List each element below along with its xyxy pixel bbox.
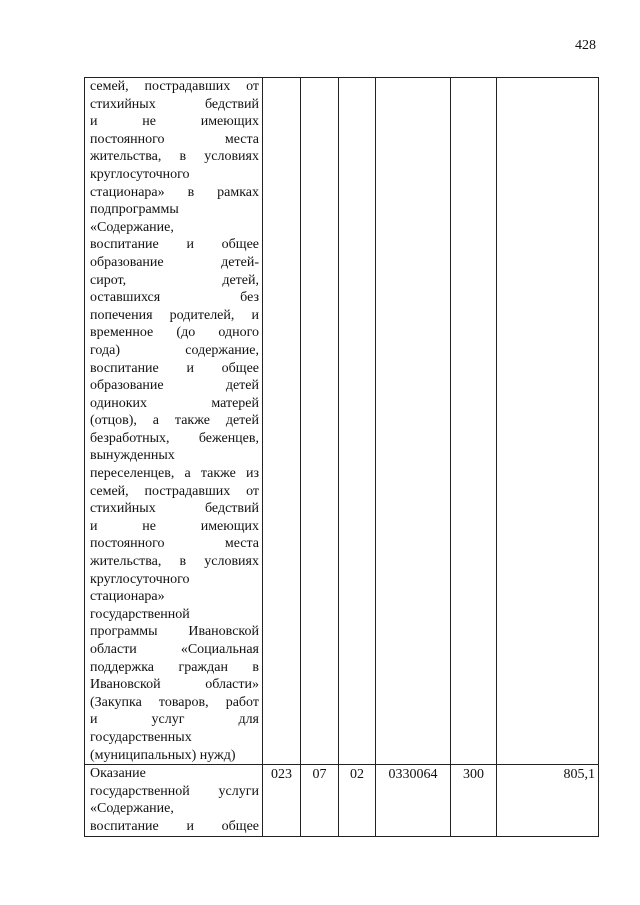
description-line: «Содержание, — [90, 219, 174, 235]
subsection-code-cell: 02 — [339, 765, 376, 836]
description-line: подпрограммы — [90, 202, 179, 218]
description-line: оставшихся без — [90, 290, 259, 306]
target-article-cell: 0330064 — [376, 765, 451, 836]
description-line: сирот, детей, — [90, 272, 259, 288]
description-line: жительства, в условиях — [90, 149, 259, 165]
page-number: 428 — [575, 38, 596, 53]
description-line: круглосуточного — [90, 166, 190, 182]
amount-cell — [497, 78, 599, 765]
description-line: Оказание — [90, 766, 146, 782]
description-line: попечения родителей, и — [90, 307, 259, 323]
description-line: области «Социальная — [90, 642, 259, 657]
description-line: и не имеющих — [90, 518, 259, 534]
description-line: и услуг для — [90, 712, 259, 728]
description-line: безработных, беженцев, — [90, 430, 259, 446]
section-code-cell — [301, 78, 339, 765]
description-line: воспитание и общее — [90, 237, 259, 253]
expense-type-cell — [451, 78, 497, 765]
description-line: государственной услуги — [90, 783, 259, 799]
budget-table — [84, 77, 599, 837]
expense-type-cell: 300 — [451, 765, 497, 836]
description-line: государственных — [90, 729, 192, 745]
description-line: семей, пострадавших от — [90, 483, 259, 499]
target-article-cell — [376, 78, 451, 765]
description-line: вынужденных — [90, 448, 175, 464]
table-row — [85, 765, 599, 836]
description-line: (муниципальных) нужд) — [90, 747, 236, 763]
section-code-cell: 07 — [301, 765, 339, 836]
description-line: поддержка граждан в — [90, 659, 259, 675]
description-line: воспитание и общее — [90, 818, 259, 834]
description-line: (Закупка товаров, работ — [90, 694, 259, 710]
description-line: воспитание и общее — [90, 360, 259, 376]
description-line: образование детей- — [90, 254, 259, 270]
description-line: стихийных бедствий — [90, 96, 259, 112]
description-line: Ивановской области» — [90, 677, 259, 693]
description-line: временное (до одного — [90, 325, 259, 341]
description-line: стационара» — [90, 589, 165, 605]
amount-cell: 805,1 — [497, 765, 599, 836]
description-line: «Содержание, — [90, 801, 174, 817]
description-line: стационара» в рамках — [90, 184, 259, 200]
description-line: постоянного места — [90, 536, 259, 552]
description-line: (отцов), а также детей — [90, 413, 259, 429]
description-line: стихийных бедствий — [90, 501, 259, 517]
description-line: круглосуточного — [90, 571, 190, 587]
description-line: постоянного места — [90, 131, 259, 147]
description-line: переселенцев, а также из — [90, 466, 259, 482]
ministry-code-cell — [263, 78, 301, 765]
description-line: года) содержание, — [90, 342, 259, 358]
description-cell — [85, 765, 263, 836]
description-line: образование детей — [90, 378, 259, 394]
ministry-code-cell: 023 — [263, 765, 301, 836]
subsection-code-cell — [339, 78, 376, 765]
description-line: программы Ивановской — [90, 624, 259, 640]
description-line: семей, пострадавших от — [90, 79, 259, 94]
description-cell — [85, 78, 263, 765]
description-line: и не имеющих — [90, 114, 259, 130]
description-line: жительства, в условиях — [90, 554, 259, 570]
description-line: государственной — [90, 606, 190, 622]
table-row — [85, 78, 599, 765]
description-line: одиноких матерей — [90, 395, 259, 411]
